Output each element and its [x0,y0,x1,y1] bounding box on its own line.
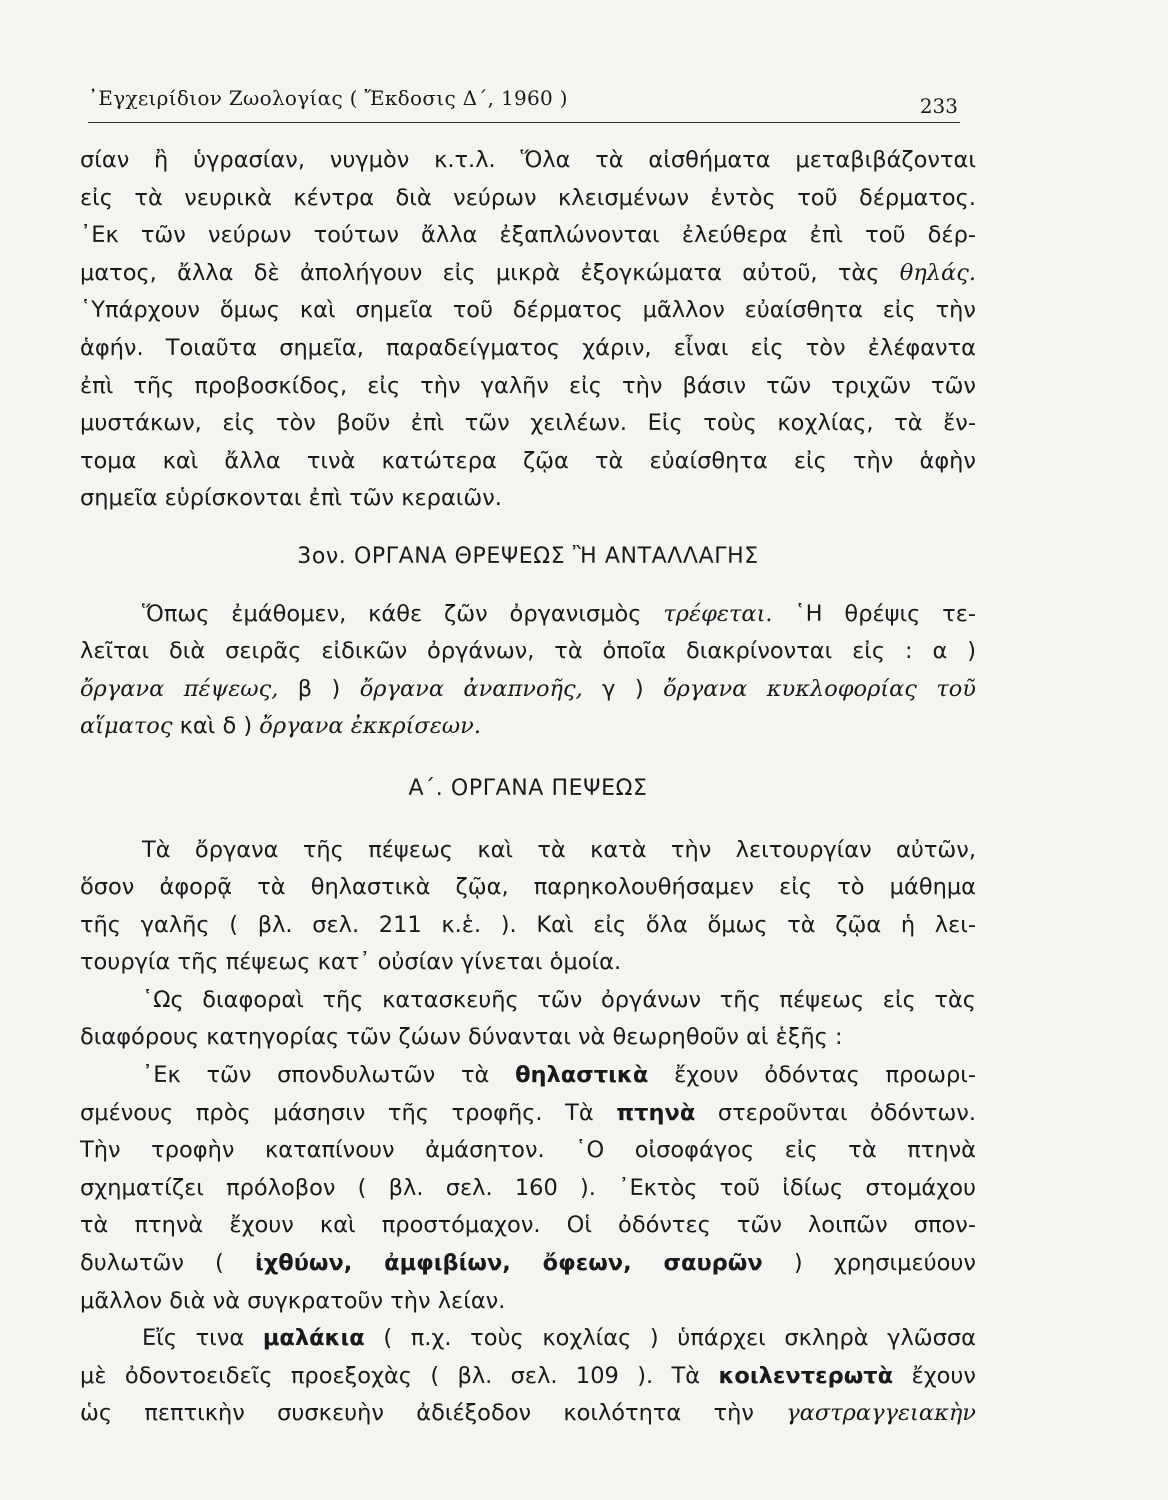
text-line: δυλωτῶν ( ἰχθύων, ἀμφιβίων, ὄφεων, σαυρῶν ) χρησιμεύουν [80,1250,976,1277]
text-line: ἁφήν. Τοιαῦτα σημεῖα, παραδείγματος χάριν, εἶναι εἰς τὸν ἐλέφαντα [80,334,976,361]
text-line: σημεῖα εὑρίσκονται ἐπὶ τῶν κεραιῶν. [80,485,502,512]
bold-term: θηλαστικὰ [515,1062,649,1089]
italic-term: τρέφεται. [663,600,773,627]
italic-term: ὄργανα ἀναπνοῆς, [359,675,583,702]
spacer [80,518,976,538]
text-line: σμένους πρὸς μάσησιν τῆς τροφῆς. Τὰ πτηνὰ στεροῦνται ὀδόντων. [80,1099,977,1126]
text-line: μυστάκων, εἰς τὸν βοῦν ἐπὶ τῶν χειλέων. Εἰς τοὺς κοχλίας, τὰ ἔν- [80,410,976,437]
text-line: ᾿Εκ τῶν νεύρων τούτων ἄλλα ἐξαπλώνονται ἐλεύθερα ἐπὶ τοῦ δέρ- [80,222,976,249]
bold-term: πτηνὰ [616,1099,696,1126]
running-title: ᾿Εγχειρίδιον Ζωολογίας ( Ἔκδοσις Δ΄, 1960 ) [88,86,568,110]
spacer [80,808,976,832]
text-line: μὲ ὀδοντοειδεῖς προεξοχὰς ( βλ. σελ. 109 ). Τὰ κοιλεντερωτὰ ἔχουν [80,1362,976,1389]
page-header [88,82,960,123]
text-line: τουργία τῆς πέψεως κατ᾿ οὐσίαν γίνεται ὁμοία. [80,949,622,976]
text-line: Τὰ ὄργανα τῆς πέψεως καὶ τὰ κατὰ τὴν λειτουργίαν αὐτῶν, [142,836,976,863]
text-line: εἰς τὰ νευρικὰ κέντρα διὰ νεύρων κλεισμένων ἐντὸς τοῦ δέρματος. [80,184,976,211]
italic-term: ὄργανα κυκλοφορίας τοῦ [663,675,976,702]
text-line: Εἴς τινα μαλάκια ( π.χ. τοὺς κοχλίας ) ὑπάρχει σκληρὰ γλῶσσα [142,1325,976,1352]
text-line: διαφόρους κατηγορίας τῶν ζώων δύνανται νὰ θεωρηθοῦν αἱ ἑξῆς : [80,1024,843,1051]
text-line: τομα καὶ ἄλλα τινὰ κατώτερα ζῷα τὰ εὐαίσθητα εἰς τὴν ἁφὴν [80,447,976,474]
text-line: σχηματίζει πρόλοβον ( βλ. σελ. 160 ). ᾿Εκτὸς τοῦ ἰδίως στομάχου [80,1174,976,1201]
text-line: τὰ πτηνὰ ἔχουν καὶ προστόμαχον. Οἱ ὀδόντες τῶν λοιπῶν σπον- [80,1212,976,1239]
italic-term: θηλάς. [899,259,976,286]
text-line: ῾Υπάρχουν ὅμως καὶ σημεῖα τοῦ δέρματος μᾶλλον εὐαίσθητα εἰς τὴν [80,297,976,324]
text-line: μᾶλλον διὰ νὰ συγκρατοῦν τὴν λείαν. [80,1287,506,1314]
bold-term: κοιλεντερωτὰ [718,1362,894,1389]
italic-term: ὄργανα ἐκκρίσεων. [259,713,481,740]
text-line: ᾿Εκ τῶν σπονδυλωτῶν τὰ θηλαστικὰ ἔχουν ὀδόντας προωρι- [142,1062,976,1089]
text-line: ὡς πεπτικὴν συσκευὴν ἀδιέξοδον κοιλότητα τὴν γαστραγγειακὴν [80,1400,976,1427]
section-heading: 3ον. ΟΡΓΑΝΑ ΘΡΕΨΕΩΣ Ἢ ΑΝΤΑΛΛΑΓΗΣ [297,543,759,569]
text-line: ῾Ως διαφοραὶ τῆς κατασκευῆς τῶν ὀργάνων τῆς πέψεως εἰς τὰς [142,986,976,1013]
bold-term: ἰχθύων, ἀμφιβίων, ὄφεων, σαυρῶν [254,1250,763,1277]
text-line: λεῖται διὰ σειρᾶς εἰδικῶν ὀργάνων, τὰ ὁποῖα διακρίνονται εἰς : α ) [80,638,976,665]
text-line: Ὅπως ἐμάθομεν, κάθε ζῶν ὀργανισμὸς τρέφεται. ῾Η θρέψις τε- [142,600,976,627]
text-line: ματος, ἄλλα δὲ ἀπολήγουν εἰς μικρὰ ἐξογκώματα αὐτοῦ, τὰς θηλάς. [80,259,976,286]
text-line: αἵματος καὶ δ ) ὄργανα ἐκκρίσεων. [80,713,481,740]
text-line: ἐπὶ τῆς προβοσκίδος, εἰς τὴν γαλῆν εἰς τὴν βάσιν τῶν τριχῶν τῶν [80,372,976,399]
bold-term: μαλάκια [262,1325,365,1352]
page-number: 233 [919,94,958,118]
text-line: Τὴν τροφὴν καταπίνουν ἀμάσητον. ῾Ο οἰσοφάγος εἰς τὰ πτηνὰ [80,1137,976,1164]
spacer [80,746,976,770]
text-line: ὄργανα πέψεως, β ) ὄργανα ἀναπνοῆς, γ ) ὄργανα κυκλοφορίας τοῦ [80,675,976,702]
text-line: τῆς γαλῆς ( βλ. σελ. 211 κ.ἑ. ). Καὶ εἰς ὅλα ὅμως τὰ ζῷα ἡ λει- [80,911,976,938]
page-body [80,142,976,1433]
italic-term: αἵματος [80,713,173,740]
italic-term: ὄργανα πέψεως, [80,675,279,702]
text-line: σίαν ἢ ὑγρασίαν, νυγμὸν κ.τ.λ. Ὅλα τὰ αἰσθήματα μεταβιβάζονται [80,147,976,173]
text-line: ὅσον ἀφορᾷ τὰ θηλαστικὰ ζῷα, παρηκολουθήσαμεν εἰς τὸ μάθημα [80,874,976,901]
spacer [80,576,976,596]
section-heading: Α΄. ΟΡΓΑΝΑ ΠΕΨΕΩΣ [408,775,648,801]
italic-term: γαστραγγειακὴν [786,1400,976,1427]
